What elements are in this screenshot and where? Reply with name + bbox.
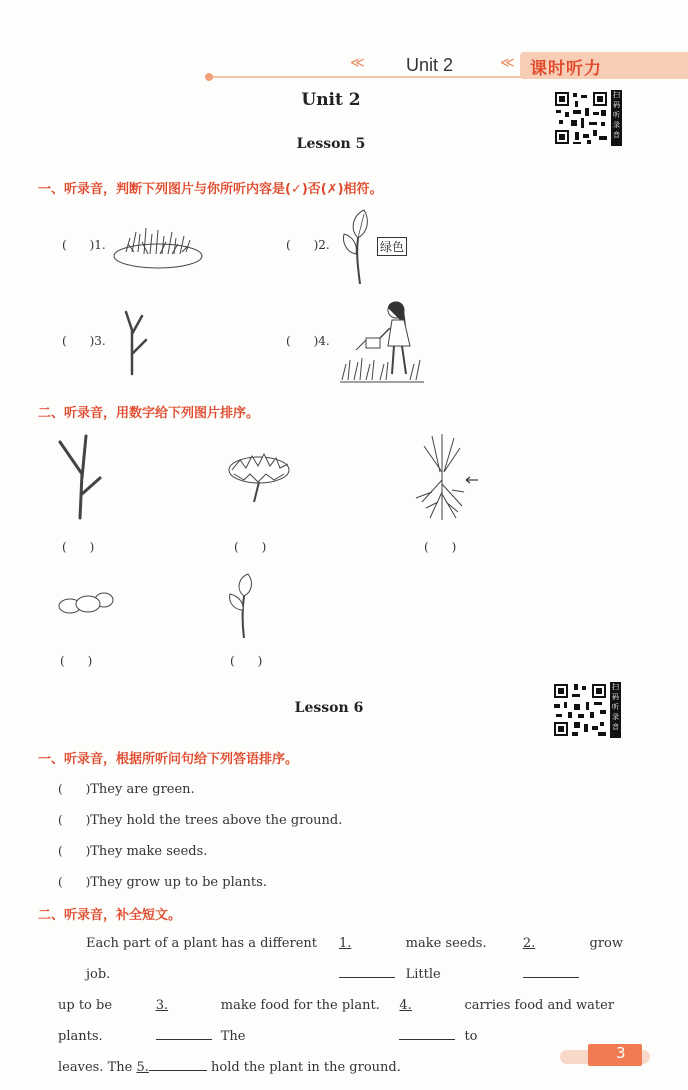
- order-slot-1[interactable]: ( ): [62, 540, 95, 554]
- qr-label-char: 扫: [613, 91, 620, 99]
- cloze-blank-5[interactable]: [136, 1060, 206, 1075]
- answer-slot[interactable]: ( ): [58, 782, 91, 796]
- blank-line: [523, 977, 579, 978]
- list-item: [58, 778, 195, 797]
- answer-slot-1[interactable]: ( )1.: [62, 238, 106, 252]
- unit-title: Unit 2: [301, 90, 361, 110]
- lesson-6-title: Lesson 6: [294, 700, 364, 716]
- answer-text: They hold the trees above the ground.: [90, 813, 343, 828]
- page-number: 3: [616, 1044, 626, 1062]
- cloze-text: hold the plant in the ground.: [211, 1060, 401, 1075]
- lesson-5-title: Lesson 5: [296, 136, 366, 152]
- list-item: [58, 871, 267, 890]
- answer-slot-4[interactable]: ( )4.: [286, 334, 330, 348]
- blank-number: 3.: [155, 998, 169, 1013]
- leaf-illustration: [340, 208, 378, 286]
- cloze-text: Each part of a plant has a different job.: [86, 936, 318, 982]
- cloze-text: grow: [589, 936, 623, 951]
- qr-label-char: 码: [612, 693, 619, 701]
- lesson6-part1-heading: 一、听录音，根据所听问句给下列答语排序。: [38, 752, 299, 767]
- girl-watering-illustration: [340, 298, 424, 384]
- cloze-line-3: [58, 1052, 623, 1083]
- blank-number: 5.: [136, 1060, 149, 1075]
- qr-label-char: 扫: [612, 683, 619, 691]
- branch-illustration: [56, 434, 104, 520]
- cloze-paragraph: [58, 928, 623, 1083]
- color-label-box: 绿色: [377, 237, 407, 256]
- order-slot-4[interactable]: ( ): [60, 654, 93, 668]
- cloze-blank-1[interactable]: [339, 928, 406, 990]
- page-number-tab: [588, 1044, 642, 1066]
- qr-label-char: 音: [613, 131, 620, 139]
- cloze-text: make seeds. Little: [405, 936, 487, 982]
- cloze-blank-3[interactable]: [156, 990, 221, 1052]
- answer-text: They make seeds.: [90, 844, 208, 859]
- lesson5-part1-heading: 一、听录音，判断下列图片与你所听内容是(✓)否(✗)相符。: [38, 182, 383, 197]
- answer-slot-2[interactable]: ( )2.: [286, 238, 330, 252]
- cloze-text: up to be plants.: [58, 998, 113, 1044]
- blank-line: [399, 1039, 455, 1040]
- cloze-text: make food for the plant. The: [220, 998, 380, 1044]
- header-unit: Unit 2: [406, 55, 454, 75]
- cloze-line-2: [58, 990, 623, 1052]
- order-slot-2[interactable]: ( ): [234, 540, 267, 554]
- qr-label-char: 码: [613, 101, 620, 109]
- section-tag: [520, 52, 688, 79]
- answer-slot[interactable]: ( ): [58, 813, 91, 827]
- cloze-blank-4[interactable]: [399, 990, 464, 1052]
- section-tag-label: 课时听力: [530, 59, 602, 79]
- list-item: [58, 809, 342, 828]
- seeds-illustration: [56, 588, 116, 616]
- qr-label-char: 听: [612, 703, 619, 711]
- qr-label-char: 听: [613, 111, 620, 119]
- qr-label-char: 录: [613, 121, 620, 129]
- header-chevron: ≪: [500, 55, 515, 71]
- grass-illustration: [112, 222, 204, 270]
- lesson6-part2-heading: 二、听录音，补全短文。: [38, 908, 182, 923]
- answer-slot[interactable]: ( ): [58, 844, 91, 858]
- order-slot-3[interactable]: ( ): [424, 540, 457, 554]
- cloze-text: leaves. The: [58, 1060, 133, 1075]
- cloze-text: carries food and water to: [464, 998, 615, 1044]
- answer-slot-3[interactable]: ( )3.: [62, 334, 106, 348]
- blank-line: [156, 1039, 212, 1040]
- qr-label-char: 音: [612, 723, 619, 731]
- header-dot: [205, 73, 213, 81]
- flower-illustration: [226, 450, 292, 504]
- order-slot-5[interactable]: ( ): [230, 654, 263, 668]
- leaf-illustration: [226, 572, 262, 640]
- twig-illustration: [112, 310, 152, 376]
- roots-illustration: [412, 432, 478, 524]
- qr-code[interactable]: [552, 682, 608, 738]
- answer-text: They are green.: [90, 782, 195, 797]
- qr-label: [611, 90, 622, 146]
- blank-line: [339, 977, 395, 978]
- answer-slot[interactable]: ( ): [58, 875, 91, 889]
- lesson5-part2-heading: 二、听录音，用数字给下列图片排序。: [38, 406, 260, 421]
- list-item: [58, 840, 207, 859]
- cloze-blank-2[interactable]: [523, 928, 590, 990]
- blank-number: 1.: [338, 936, 352, 951]
- blank-number: 2.: [522, 936, 536, 951]
- qr-code[interactable]: [553, 90, 609, 146]
- blank-number: 4.: [399, 998, 412, 1013]
- cloze-line-1: [58, 928, 623, 990]
- blank-line: [149, 1070, 207, 1071]
- header-chevron: ≪: [350, 55, 365, 71]
- answer-text: They grow up to be plants.: [90, 875, 267, 890]
- qr-label-char: 录: [612, 713, 619, 721]
- qr-label: [610, 682, 621, 738]
